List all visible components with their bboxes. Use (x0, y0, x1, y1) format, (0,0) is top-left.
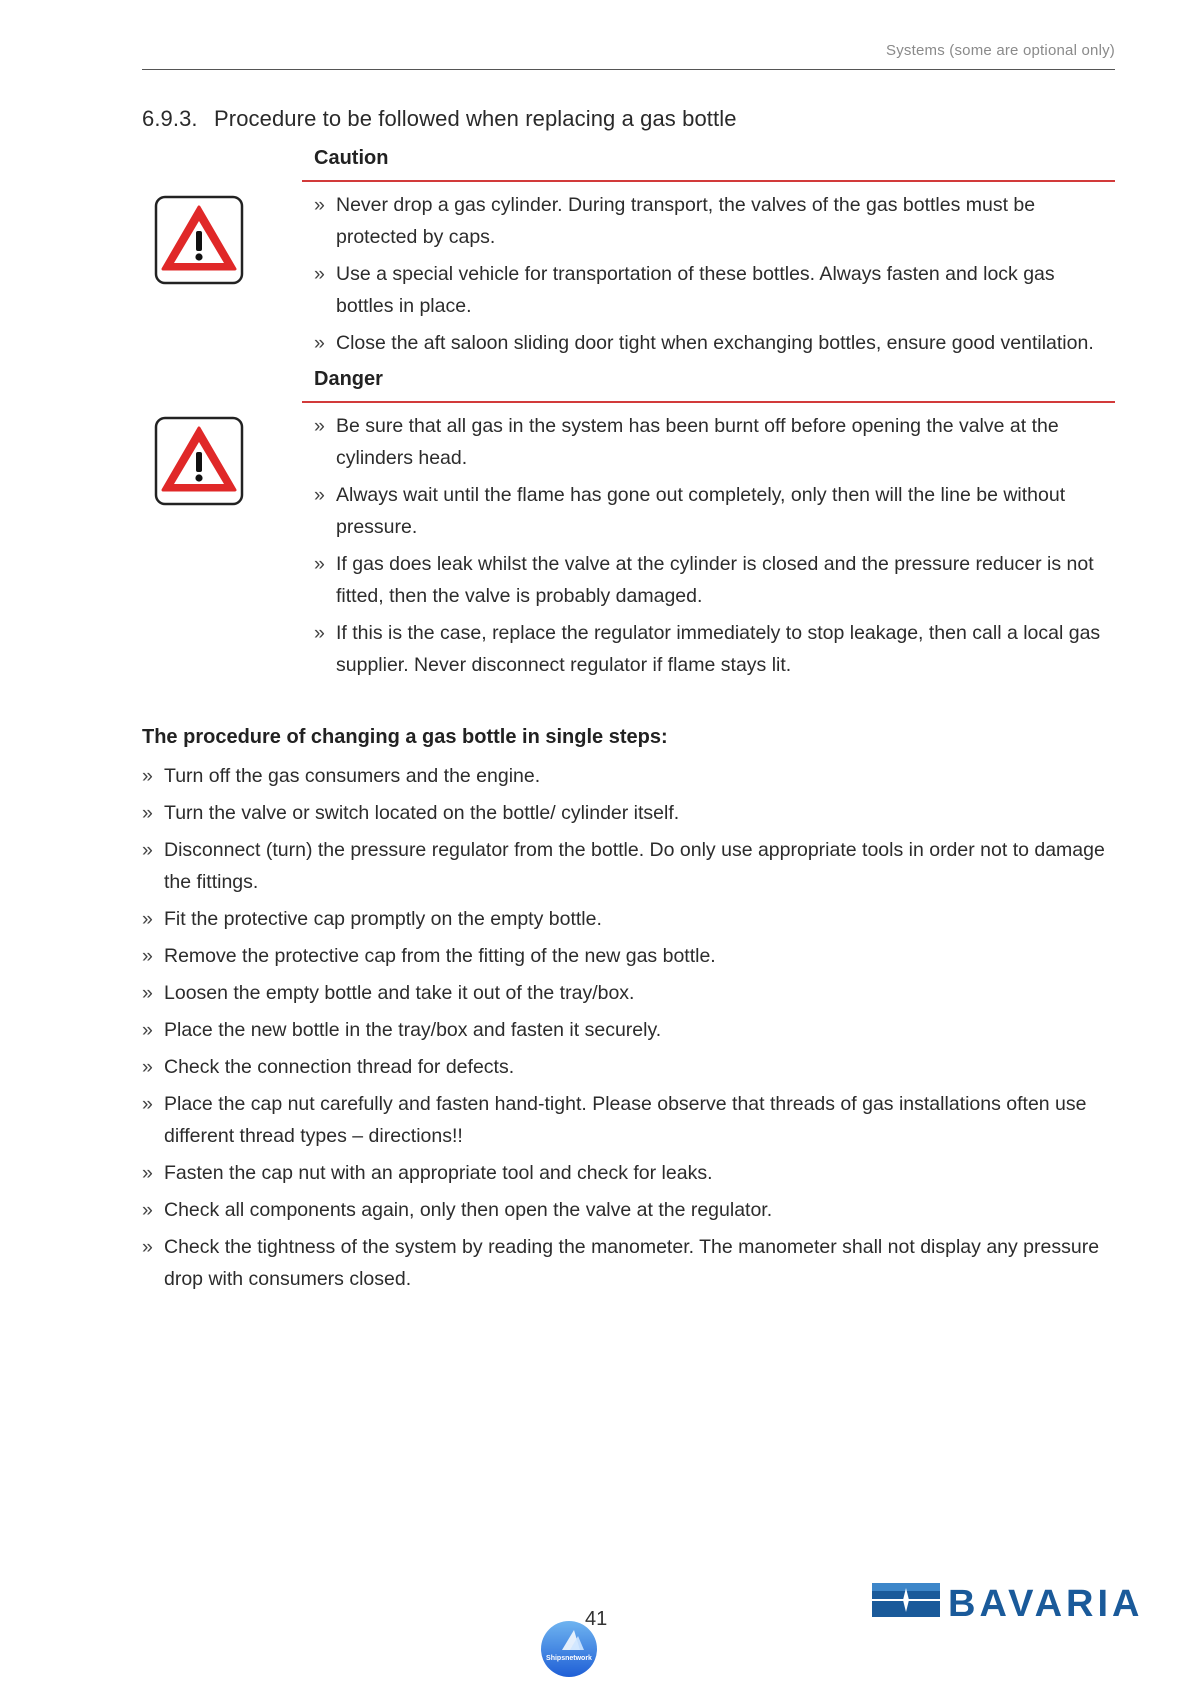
warning-triangle-icon (154, 416, 244, 506)
list-item: » Remove the protective cap from the fitting of the new gas bottle. (142, 940, 1115, 972)
warning-triangle-icon (154, 195, 244, 285)
list-item: » If gas does leak whilst the valve at the cylinder is closed and the pressure reducer is not fitted, then the valve is probably damaged. (314, 548, 1115, 612)
danger-label: Danger (314, 368, 383, 390)
list-item: » Always wait until the flame has gone out completely, only then will the line be without pressure. (314, 479, 1115, 543)
list-item: » Never drop a gas cylinder. During transport, the valves of the gas bottles must be protected by caps. (314, 189, 1115, 253)
list-item: » Turn off the gas consumers and the engine. (142, 760, 1115, 792)
section-number: 6.9.3. (142, 106, 198, 131)
danger-list (314, 410, 1115, 686)
list-item: » Fit the protective cap promptly on the empty bottle. (142, 903, 1115, 935)
section-title (142, 106, 737, 132)
list-item: » Turn the valve or switch located on the bottle/ cylinder itself. (142, 797, 1115, 829)
caution-block (142, 147, 1115, 354)
list-item: » Check the connection thread for defects. (142, 1051, 1115, 1083)
caution-label: Caution (314, 147, 389, 169)
list-item: » Be sure that all gas in the system has been burnt off before opening the valve at the cylinders head. (314, 410, 1115, 474)
list-item: » Check all components again, only then open the valve at the regulator. (142, 1194, 1115, 1226)
danger-rule (302, 401, 1115, 403)
shipsnetwork-watermark-icon (540, 1620, 598, 1678)
brand-name: BAVARIA (948, 1583, 1144, 1625)
caution-rule (302, 180, 1115, 182)
page-number: 41 (585, 1608, 608, 1630)
danger-block (142, 368, 1115, 698)
procedure-steps (142, 760, 1115, 1300)
watermark-text: Shipsnetwork (546, 1655, 592, 1662)
header-rule (142, 69, 1115, 70)
procedure-heading: The procedure of changing a gas bottle in single steps: (142, 726, 668, 748)
list-item: » Disconnect (turn) the pressure regulator from the bottle. Do only use appropriate tools in order not to damage the fittings. (142, 834, 1115, 898)
list-item: » Use a special vehicle for transportation of these bottles. Always fasten and lock gas bottles in place. (314, 258, 1115, 322)
bavaria-logo (872, 1580, 1144, 1625)
list-item: » Loosen the empty bottle and take it out of the tray/box. (142, 977, 1115, 1009)
caution-list (314, 189, 1115, 364)
list-item: » Check the tightness of the system by reading the manometer. The manometer shall not display any pressure drop with consumers closed. (142, 1231, 1115, 1295)
section-title-text: Procedure to be followed when replacing a gas bottle (214, 106, 737, 131)
list-item: » Fasten the cap nut with an appropriate tool and check for leaks. (142, 1157, 1115, 1189)
running-header: Systems (some are optional only) (886, 42, 1115, 59)
list-item: » Place the new bottle in the tray/box and fasten it securely. (142, 1014, 1115, 1046)
list-item: » Close the aft saloon sliding door tight when exchanging bottles, ensure good ventilation. (314, 327, 1115, 359)
list-item: » If this is the case, replace the regulator immediately to stop leakage, then call a local gas supplier. Never disconnect regulator if flame stays lit. (314, 617, 1115, 681)
list-item: » Place the cap nut carefully and fasten hand-tight. Please observe that threads of gas installations often use different thread types – directions!! (142, 1088, 1115, 1152)
